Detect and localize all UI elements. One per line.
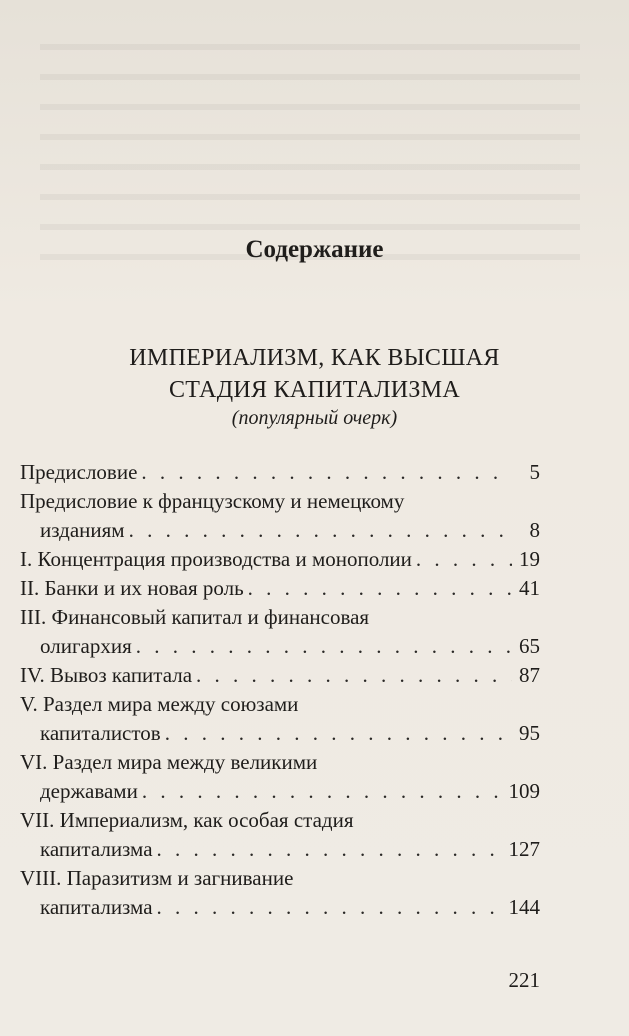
leader-dots [157, 893, 505, 922]
work-title-line-1: ИМПЕРИАЛИЗМ, КАК ВЫСШАЯ [129, 345, 500, 371]
leader-dots [416, 545, 512, 574]
toc-entry-title: I. Концентрация производства и монополии [20, 547, 412, 571]
page-number: 221 [508, 968, 540, 992]
toc-entry-title: Предисловие [20, 460, 138, 484]
toc-entry-title-continued: олигархия [40, 634, 132, 658]
leader-dots [141, 458, 512, 487]
toc-entry [20, 574, 540, 603]
toc-entry [20, 806, 540, 864]
toc-page-number: 65 [519, 634, 540, 658]
leader-dots [136, 632, 512, 661]
toc-entry-title: VI. Раздел мира между великими [20, 750, 318, 774]
toc-page-number: 41 [519, 576, 540, 600]
toc-entry-title-continued: державами [40, 779, 138, 803]
toc-entry-title: V. Раздел мира между союзами [20, 692, 299, 716]
toc-entry-title-continued: капитализма [40, 895, 153, 919]
toc-entry-title-continued: изданиям [40, 518, 125, 542]
toc-page-number: 95 [519, 721, 540, 745]
toc-entry [20, 661, 540, 690]
toc-entry-title: III. Финансовый капитал и финансовая [20, 605, 370, 629]
toc-entry-title-continued: капитализма [40, 837, 153, 861]
work-subtitle: (популярный очерк) [231, 407, 398, 429]
toc-entry-title: VIII. Паразитизм и загнивание [20, 866, 294, 890]
page-title: Содержание [245, 236, 384, 263]
toc-entry [20, 603, 540, 661]
toc-entry [20, 487, 540, 545]
leader-dots [129, 516, 512, 545]
leader-dots [196, 661, 512, 690]
leader-dots [142, 777, 505, 806]
leader-dots [248, 574, 512, 603]
toc-entry [20, 864, 540, 922]
toc-page-number: 19 [519, 547, 540, 571]
toc-entry [20, 690, 540, 748]
toc-page-number: 8 [529, 518, 540, 542]
toc-entry-title: VII. Империализм, как особая стадия [20, 808, 354, 832]
work-title [0, 342, 629, 406]
toc-entry-title: II. Банки и их новая роль [20, 576, 244, 600]
toc-page-number: 5 [529, 460, 540, 484]
toc-entry [20, 545, 540, 574]
toc-page-number: 109 [508, 779, 540, 803]
toc-page-number: 127 [508, 837, 540, 861]
toc-page-number: 87 [519, 663, 540, 687]
table-of-contents [20, 458, 540, 922]
toc-entry [20, 458, 540, 487]
toc-entry-title-continued: капиталистов [40, 721, 161, 745]
toc-page-number: 144 [508, 895, 540, 919]
work-title-line-2: СТАДИЯ КАПИТАЛИЗМА [168, 377, 461, 403]
leader-dots [165, 719, 512, 748]
toc-entry [20, 748, 540, 806]
toc-entry-title: Предисловие к французскому и немецкому [20, 489, 405, 513]
leader-dots [157, 835, 505, 864]
toc-entry-title: IV. Вывоз капитала [20, 663, 193, 687]
